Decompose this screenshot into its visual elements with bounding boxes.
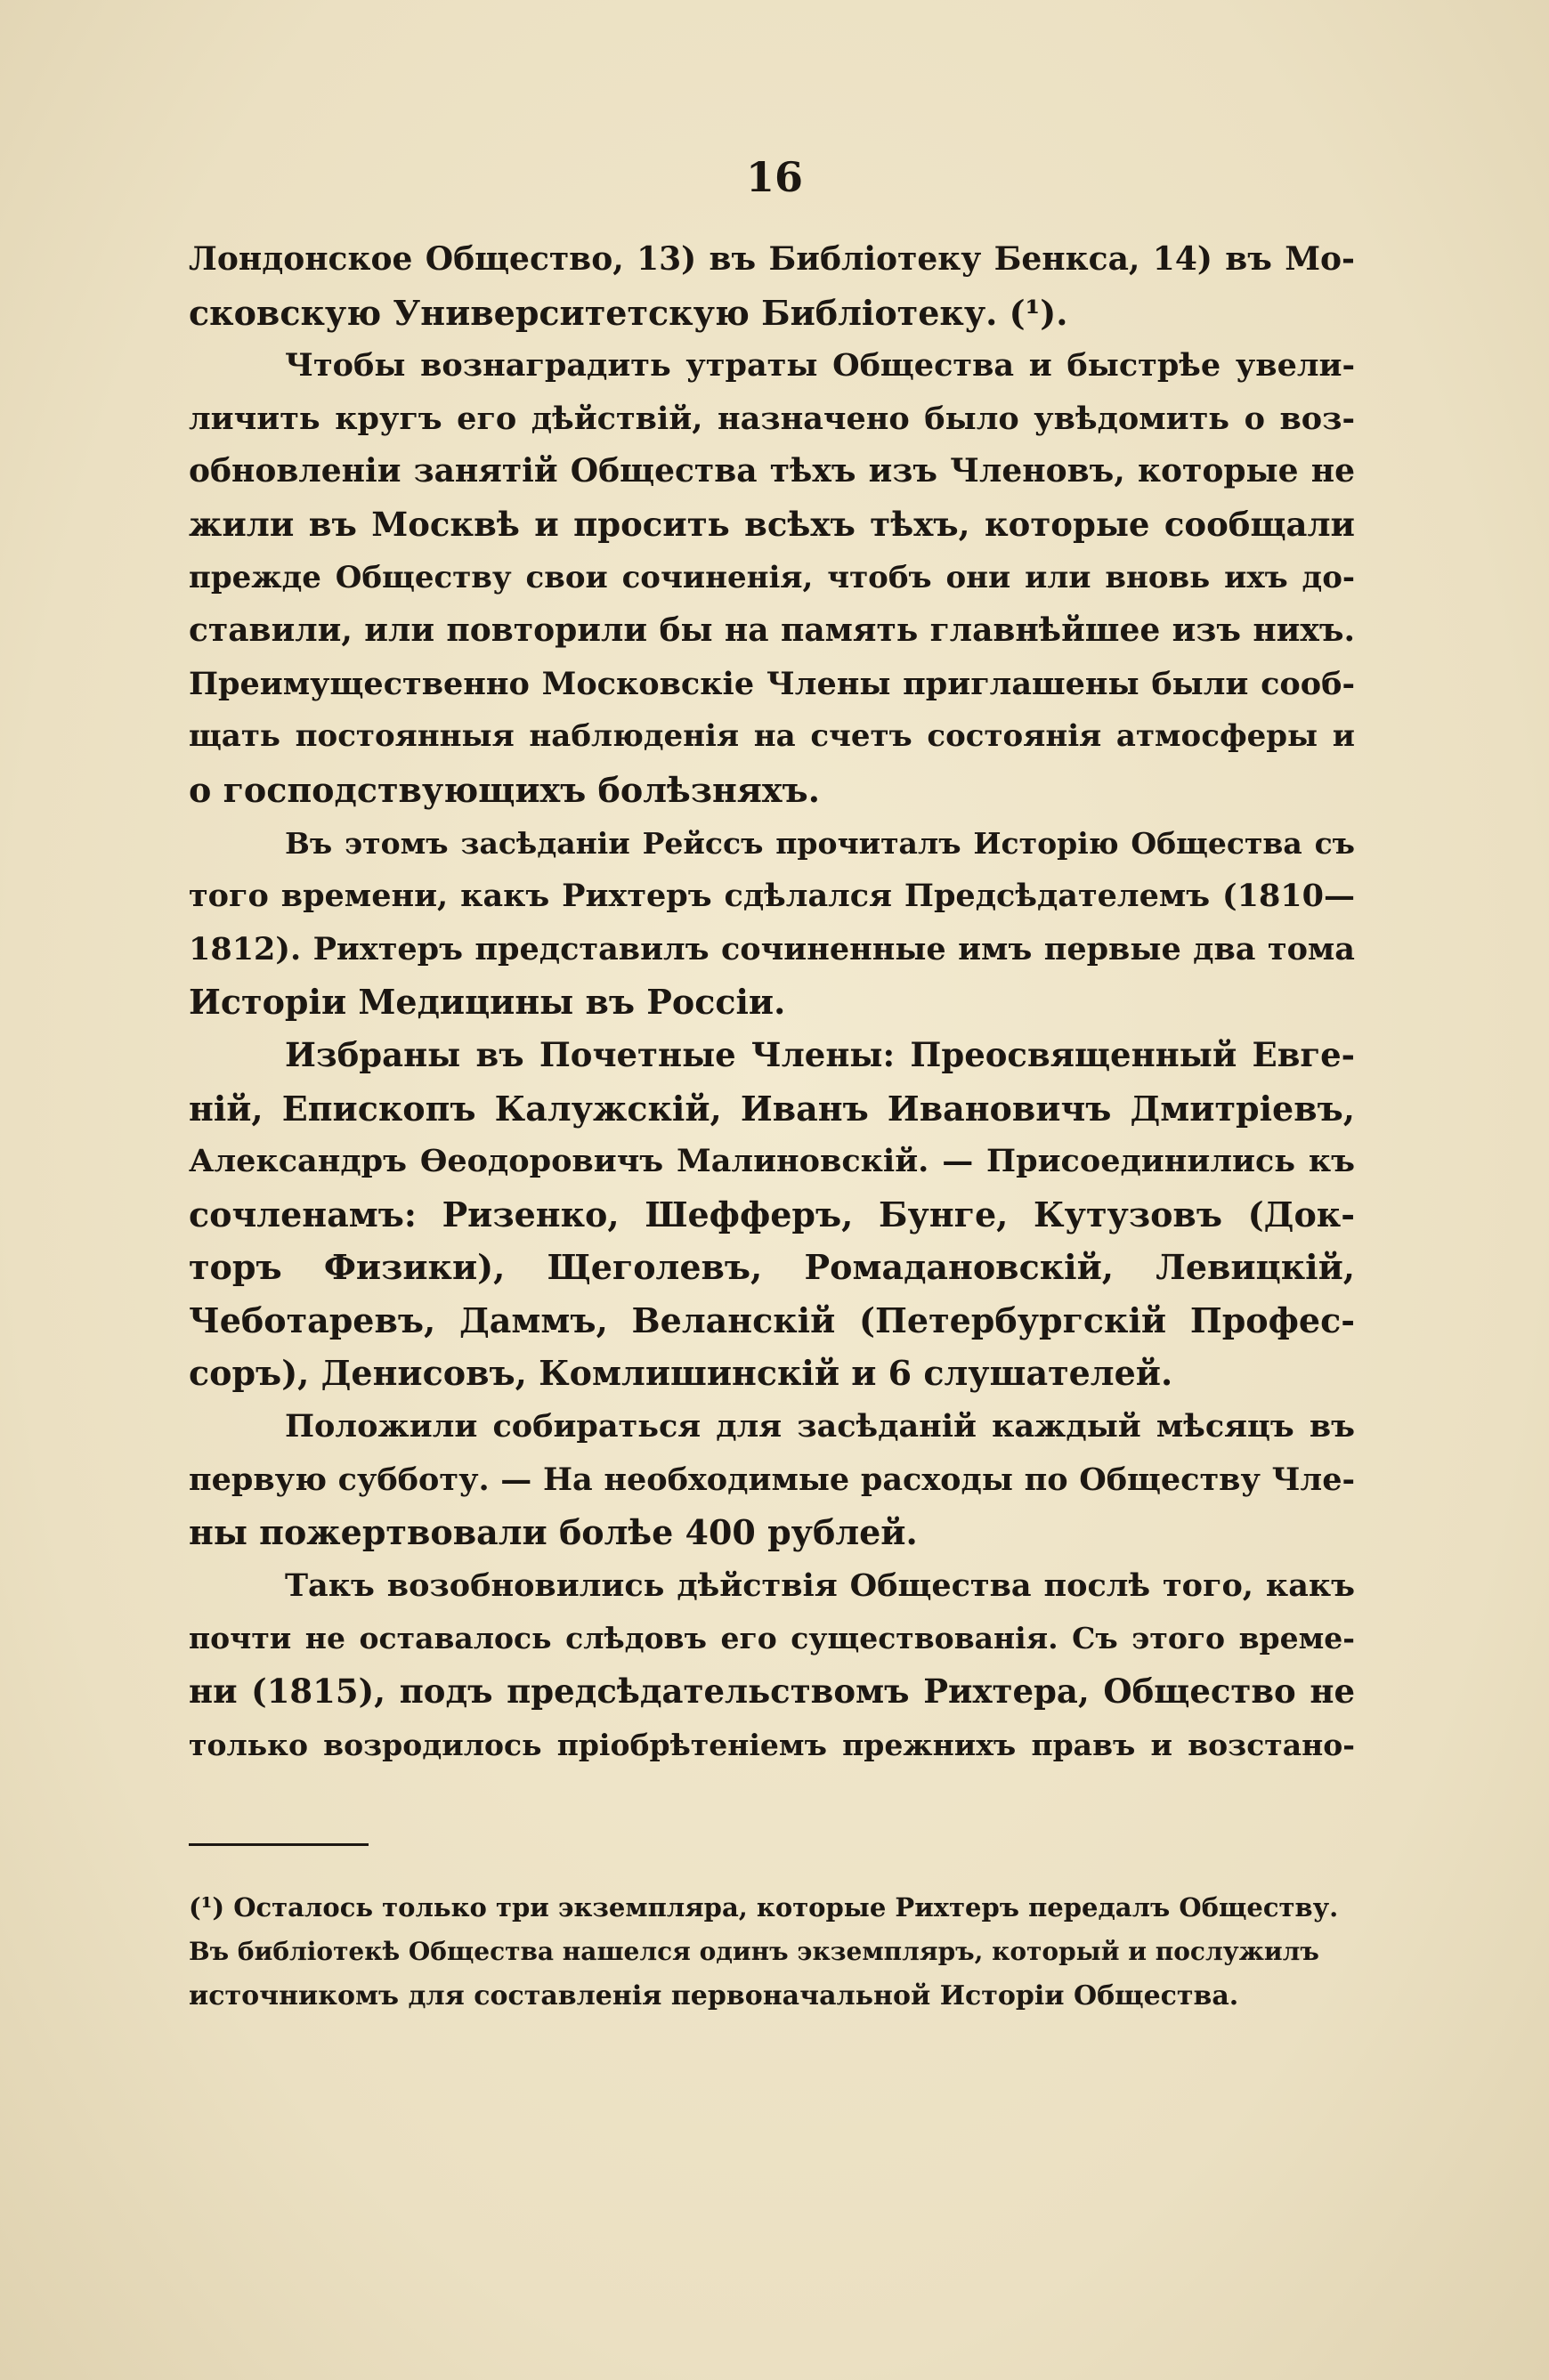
- text-line: того времени, какъ Рихтеръ сдѣлался Предсѣдателемъ (1810—: [189, 878, 1355, 915]
- text-line: щать постоянныя наблюденія на счетъ состоянія атмосферы и: [189, 718, 1355, 755]
- text-line: Александръ Ѳеодоровичъ Малиновскій. — Присоединились къ: [189, 1143, 1355, 1180]
- text-line: ни (1815), подъ предсѣдательствомъ Рихтера, Общество не: [189, 1672, 1355, 1712]
- footnote-line: (¹) Осталось только три экземпляра, которые Рихтеръ передалъ Обществу.: [189, 1892, 1339, 1923]
- text-line: Чеботаревъ, Даммъ, Веланскій (Петербургскій Профес-: [189, 1299, 1355, 1340]
- text-line: первую субботу. — На необходимые расходы по Обществу Чле-: [189, 1461, 1355, 1498]
- footnote-line: источникомъ для составленія первоначальной Исторіи Общества.: [189, 1980, 1239, 2012]
- text-line: Такъ возобновились дѣйствія Общества послѣ того, какъ: [285, 1566, 1355, 1604]
- text-line: ны пожертвовали болѣе 400 рублей.: [189, 1512, 918, 1553]
- text-line: 1812). Рихтеръ представилъ сочиненные имъ первые два тома: [189, 930, 1355, 967]
- text-line: Лондонское Общество, 13) въ Библіотеку Бенкса, 14) въ Мо-: [189, 240, 1355, 278]
- footnote-divider: [189, 1843, 369, 1846]
- text-line: о господствующихъ болѣзняхъ.: [189, 769, 820, 810]
- text-line: торъ Физики), Щеголевъ, Ромадановскій, Левицкій,: [189, 1247, 1355, 1288]
- text-line: сочленамъ: Ризенко, Шефферъ, Бунге, Кутузовъ (Док-: [189, 1194, 1355, 1235]
- footnotes: [189, 1885, 1355, 2019]
- text-line: соръ), Денисовъ, Комлишинскій и 6 слушателей.: [189, 1353, 1173, 1394]
- text-line: личить кругъ его дѣйствій, назначено было увѣдомить о воз-: [189, 400, 1355, 437]
- body-text: [189, 233, 1355, 1771]
- text-line: сковскую Университетскую Библіотеку. (¹).: [189, 292, 1068, 333]
- text-line: Исторіи Медицины въ Россіи.: [189, 982, 786, 1023]
- text-line: Положили собираться для засѣданій каждый мѣсяцъ въ: [285, 1408, 1355, 1445]
- text-line: только возродилось пріобрѣтеніемъ прежнихъ правъ и возстано-: [189, 1727, 1355, 1762]
- text-line: ставили, или повторили бы на память главнѣйшее изъ нихъ.: [189, 611, 1355, 650]
- footnote-line: Въ библіотекѣ Общества нашелся одинъ экземпляръ, который и послужилъ: [189, 1937, 1319, 1966]
- text-line: прежде Обществу свои сочиненія, чтобъ они или вновь ихъ до-: [189, 559, 1355, 595]
- text-line: жили въ Москвѣ и просить всѣхъ тѣхъ, которые сообщали: [189, 504, 1355, 544]
- text-line: обновленіи занятій Общества тѣхъ изъ Членовъ, которые не: [189, 452, 1355, 490]
- text-line: Преимущественно Московскіе Члены приглашены были сооб-: [189, 665, 1355, 702]
- text-line: Въ этомъ засѣданіи Рейссъ прочиталъ Исторію Общества съ: [285, 825, 1355, 861]
- text-line: Чтобы вознаградить утраты Общества и быстрѣе увели-: [285, 347, 1355, 385]
- text-line: Избраны въ Почетные Члены: Преосвященный Евге-: [285, 1034, 1355, 1074]
- page-number: 16: [745, 153, 803, 201]
- text-line: почти не оставалось слѣдовъ его существованія. Съ этого време-: [189, 1621, 1355, 1656]
- text-line: ній, Епископъ Калужскій, Иванъ Ивановичъ Дмитріевъ,: [189, 1088, 1355, 1129]
